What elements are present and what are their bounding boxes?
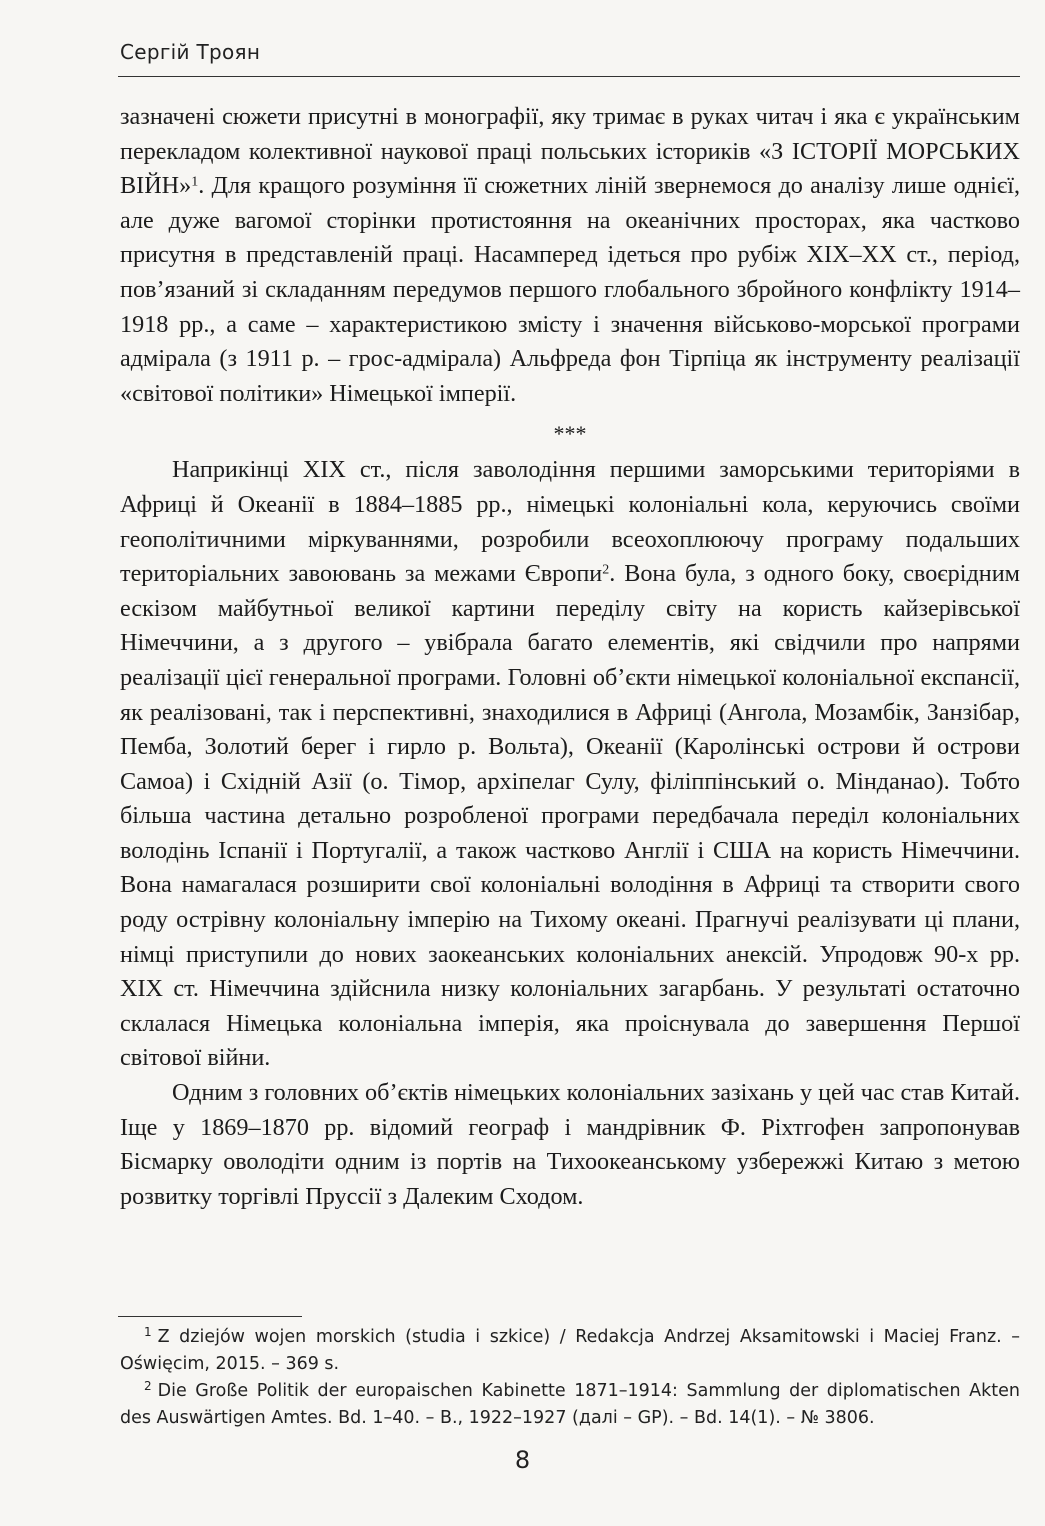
paragraph-3: Одним з головних об’єктів німецьких колоніальних зазіхань у цей час став Китай. Іще у 1869–1870 рр. відомий географ і мандрівник Ф. Ріхтгофен запропонував Бісмарку оволодіти одним із портів на Тихоокеанському узбережжі Китаю з метою розвитку торгівлі Пруссії з Далеким Сходом. — [120, 1079, 1020, 1210]
footnote-ref-2[interactable]: 2 — [602, 562, 610, 578]
footnote-rule — [118, 1316, 302, 1317]
footnote-1 — [120, 1324, 1020, 1378]
footnote-1-number: 1 — [144, 1325, 152, 1339]
running-head-author: Сергій Троян — [120, 40, 261, 64]
paragraph-1 — [120, 100, 1020, 411]
header-rule — [118, 76, 1020, 77]
section-separator: *** — [553, 421, 587, 447]
footnote-2-text: Die Große Politik der europaischen Kabinette 1871–1914: Sammlung der diplomatischen Akten des Auswärtigen Amtes. Bd. 1–40. – B., 1922–1927 (далі – GP). – Bd. 14(1). – № 3806. — [120, 1381, 1020, 1428]
paragraph-2 — [120, 453, 1020, 1076]
paragraph-1-part-b: . Для кращого розуміння її сюжетних ліній звернемося до аналізу лише однієї, але дуже вагомої сторінки протистояння на океанічних просторах, яка частково присутня в представленій праці. Насамперед ідеться про рубіж ХІХ–ХХ ст., період, пов’язаний зі складанням передумов першого глобального збройного конфлікту 1914–1918 рр., а саме – характеристикою змісту і значення військово-морської програми адмірала (з 1911 р. – грос-адмірала) Альфреда фон Тірпіца як інструменту реалізації «світової політики» Німецької імперії. — [120, 172, 1020, 407]
footnotes — [120, 1324, 1020, 1432]
paragraph-2-part-a: Наприкінці ХІХ ст., після заволодіння першими заморськими територіями в Африці й Океанії в 1884–1885 рр., німецькі колоніальні кола, керуючись своїми геополітичними міркуваннями, розробили всеохоплюючу програму подальших територіальних завоювань за межами Європи — [120, 456, 1020, 588]
main-text — [120, 100, 1020, 1214]
footnote-ref-1[interactable]: 1 — [191, 174, 199, 190]
page-number: 8 — [514, 1446, 531, 1474]
footnote-2-number: 2 — [144, 1379, 152, 1393]
footnote-2 — [120, 1378, 1020, 1432]
footnote-1-text: Z dziejów wojen morskich (studia i szkice) / Redakcja Andrzej Aksamitowski i Maciej Franz. – Oświęcim, 2015. – 369 s. — [120, 1327, 1020, 1374]
paragraph-1-part-a: зазначені сюжети присутні в монографії, яку тримає в руках читач і яка є українським перекладом колективної наукової праці польських істориків «З ІСТОРІЇ МОРСЬКИХ ВІЙН» — [120, 103, 1020, 200]
paragraph-2-part-b: . Вона була, з одного боку, своєрідним ескізом майбутньої великої картини переділу світу на користь кайзерівської Німеччини, а з другого – увібрала багато елементів, які свідчили про напрями реалізації цієї генеральної програми. Головні об’єкти німецької колоніальної експансії, як реалізовані, так і перспективні, знаходилися в Африці (Ангола, Мозамбік, Занзібар, Пемба, Золотий берег і гирло р. Вольта), Океанії (Каролінські острови й острови Самоа) і Східній Азії (о. Тімор, архіпелаг Сулу, філіппінський о. Мінданао). Тобто більша частина детально розробленої програми передбачала переділ колоніальних володінь Іспанії і Португалії, а також частково Англії і США на користь Німеччини. Вона намагалася розширити свої колоніальні володіння в Африці та створити свого роду острівну колоніальну імперію на Тихому океані. Прагнучі реалізувати ці плани, німці приступили до нових заокеанських колоніальних анексій. Упродовж 90-х рр. ХІХ ст. Німеччина здійснила низку колоніальних загарбань. У результаті остаточно склалася Німецька колоніальна імперія, яка проіснувала до завершення Першої світової війни. — [120, 560, 1020, 1072]
